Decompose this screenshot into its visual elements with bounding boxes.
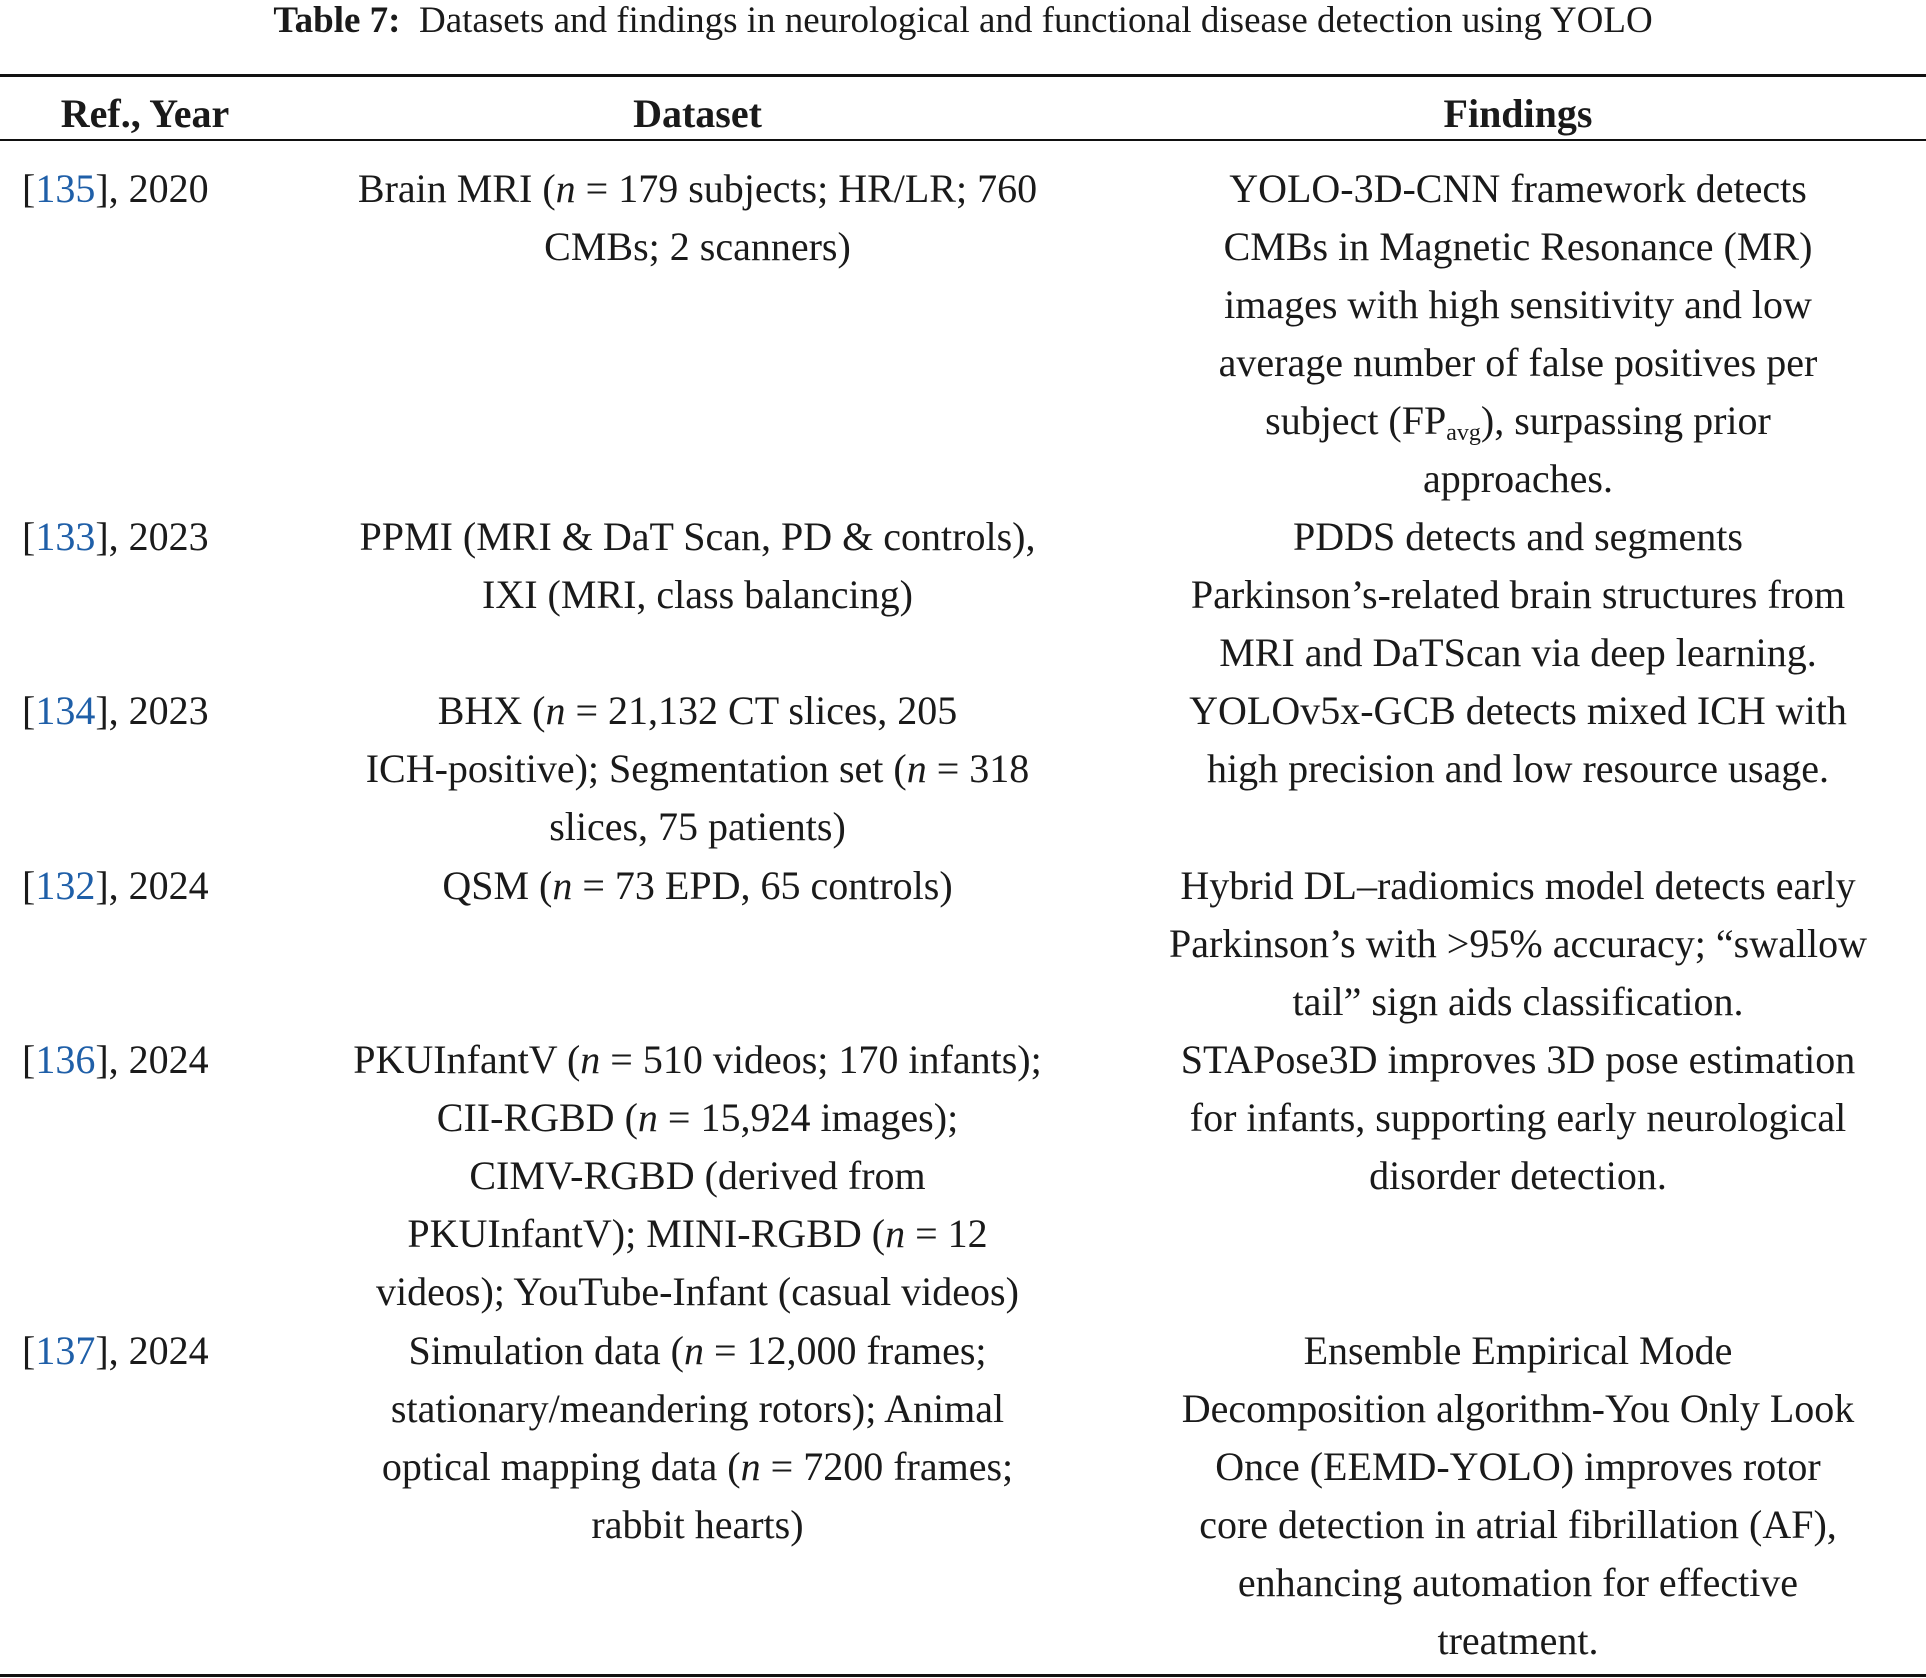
dataset-text: = 7200 frames; (760, 1444, 1014, 1489)
dataset-text: IXI (MRI, class balancing) (482, 572, 913, 617)
findings-text: images with high sensitivity and low (1224, 282, 1812, 327)
dataset-text: CIMV-RGBD (derived from (469, 1153, 926, 1198)
findings-text: average number of false positives per (1218, 340, 1818, 385)
dataset-n-symbol: n (555, 166, 576, 211)
citation-link[interactable]: 133 (35, 514, 96, 559)
dataset-n-symbol: n (684, 1328, 704, 1373)
row-dataset (300, 1322, 1095, 1554)
citation-link[interactable]: 132 (35, 863, 96, 908)
dataset-text: = 179 subjects; HR/LR; 760 (575, 166, 1038, 211)
findings-text: disorder detection. (1369, 1153, 1667, 1198)
ref-year: , 2020 (108, 166, 209, 211)
findings-subscript: avg (1446, 420, 1481, 446)
dataset-text: PKUInfantV ( (353, 1037, 581, 1082)
findings-text: CMBs in Magnetic Resonance (MR) (1223, 224, 1813, 269)
dataset-text: videos); YouTube-Infant (casual videos) (376, 1269, 1019, 1314)
row-ref-year: [133], 2023 (22, 514, 209, 559)
findings-text: YOLO-3D-CNN framework detects (1229, 166, 1807, 211)
findings-text: approaches. (1423, 456, 1613, 501)
dataset-text: = 15,924 images); (657, 1095, 959, 1140)
row-findings (1110, 508, 1926, 682)
row-findings (1110, 1322, 1926, 1670)
findings-text: for infants, supporting early neurological (1189, 1095, 1847, 1140)
dataset-n-symbol: n (580, 1037, 601, 1082)
row-dataset (300, 1031, 1095, 1321)
caption-label: Table 7: (273, 0, 401, 41)
findings-text: PDDS detects and segments (1293, 514, 1743, 559)
dataset-text: rabbit hearts) (591, 1502, 804, 1547)
findings-text: STAPose3D improves 3D pose estimation (1180, 1037, 1856, 1082)
dataset-text: = 510 videos; 170 infants); (600, 1037, 1042, 1082)
dataset-text: = 12 (905, 1211, 988, 1256)
row-findings (1110, 1031, 1926, 1205)
dataset-text: optical mapping data ( (381, 1444, 741, 1489)
row-findings (1110, 682, 1926, 798)
dataset-text: Brain MRI ( (357, 166, 556, 211)
findings-text: treatment. (1437, 1618, 1599, 1663)
findings-text: Hybrid DL–radiomics model detects early (1180, 863, 1856, 908)
row-dataset (300, 508, 1095, 624)
citation-link[interactable]: 135 (35, 166, 96, 211)
dataset-text: = 12,000 frames; (704, 1328, 987, 1373)
findings-text: Parkinson’s-related brain structures from (1190, 572, 1846, 617)
citation-link[interactable]: 137 (35, 1328, 96, 1373)
findings-text: YOLOv5x-GCB detects mixed ICH with (1189, 688, 1847, 733)
ref-year: , 2023 (108, 688, 209, 733)
top-rule (0, 74, 1926, 77)
findings-text: MRI and DaTScan via deep learning. (1219, 630, 1817, 675)
dataset-n-symbol: n (885, 1211, 906, 1256)
dataset-text: BHX ( (437, 688, 546, 733)
findings-text: subject (FP (1265, 398, 1447, 443)
findings-text: Once (EEMD-YOLO) improves rotor (1215, 1444, 1821, 1489)
row-ref-year: [134], 2023 (22, 688, 209, 733)
findings-text: enhancing automation for effective (1237, 1560, 1799, 1605)
findings-text: tail” sign aids classification. (1292, 979, 1744, 1024)
dataset-text: Simulation data ( (408, 1328, 684, 1373)
dataset-text: = 21,132 CT slices, 205 (565, 688, 958, 733)
dataset-text: slices, 75 patients) (549, 804, 846, 849)
findings-text: core detection in atrial fibrillation (AF), (1199, 1502, 1837, 1547)
dataset-text: = 73 EPD, 65 controls) (572, 863, 953, 908)
ref-year: , 2023 (108, 514, 209, 559)
findings-text: Parkinson’s with >95% accuracy; “swallow (1169, 921, 1867, 966)
findings-text: ), surpassing prior (1480, 398, 1771, 443)
dataset-n-symbol: n (740, 1444, 761, 1489)
row-dataset (300, 857, 1095, 915)
findings-text: high precision and low resource usage. (1206, 746, 1830, 791)
header-findings: Findings (1443, 91, 1593, 136)
findings-text: Ensemble Empirical Mode (1303, 1328, 1733, 1373)
row-ref-year: [135], 2020 (22, 166, 209, 211)
header-dataset: Dataset (633, 91, 762, 136)
row-findings (1110, 857, 1926, 1031)
row-ref-year: [136], 2024 (22, 1037, 209, 1082)
ref-year: , 2024 (108, 1328, 209, 1373)
dataset-text: PKUInfantV); MINI-RGBD ( (407, 1211, 886, 1256)
bottom-rule (0, 1674, 1926, 1677)
row-dataset (300, 160, 1095, 276)
header-rule (0, 139, 1926, 141)
header-ref-year: Ref., Year (60, 91, 230, 136)
dataset-text: QSM ( (442, 863, 553, 908)
findings-text: Decomposition algorithm-You Only Look (1181, 1386, 1855, 1431)
dataset-text: CII-RGBD ( (436, 1095, 638, 1140)
citation-link[interactable]: 136 (35, 1037, 96, 1082)
dataset-n-symbol: n (552, 863, 573, 908)
dataset-text: PPMI (MRI & DaT Scan, PD & controls), (359, 514, 1036, 559)
dataset-n-symbol: n (637, 1095, 658, 1140)
dataset-text: CMBs; 2 scanners) (544, 224, 851, 269)
dataset-text: stationary/meandering rotors); Animal (390, 1386, 1005, 1431)
table-caption (0, 0, 1926, 42)
row-ref-year: [132], 2024 (22, 863, 209, 908)
ref-year: , 2024 (108, 863, 209, 908)
dataset-text: ICH-positive); Segmentation set ( (365, 746, 907, 791)
dataset-text: = 318 (926, 746, 1030, 791)
row-findings (1110, 160, 1926, 508)
dataset-n-symbol: n (906, 746, 927, 791)
ref-year: , 2024 (108, 1037, 209, 1082)
row-ref-year: [137], 2024 (22, 1328, 209, 1373)
row-dataset (300, 682, 1095, 856)
caption-text: Datasets and findings in neurological and functional disease detection using YOLO (418, 0, 1653, 41)
dataset-n-symbol: n (545, 688, 566, 733)
citation-link[interactable]: 134 (35, 688, 96, 733)
